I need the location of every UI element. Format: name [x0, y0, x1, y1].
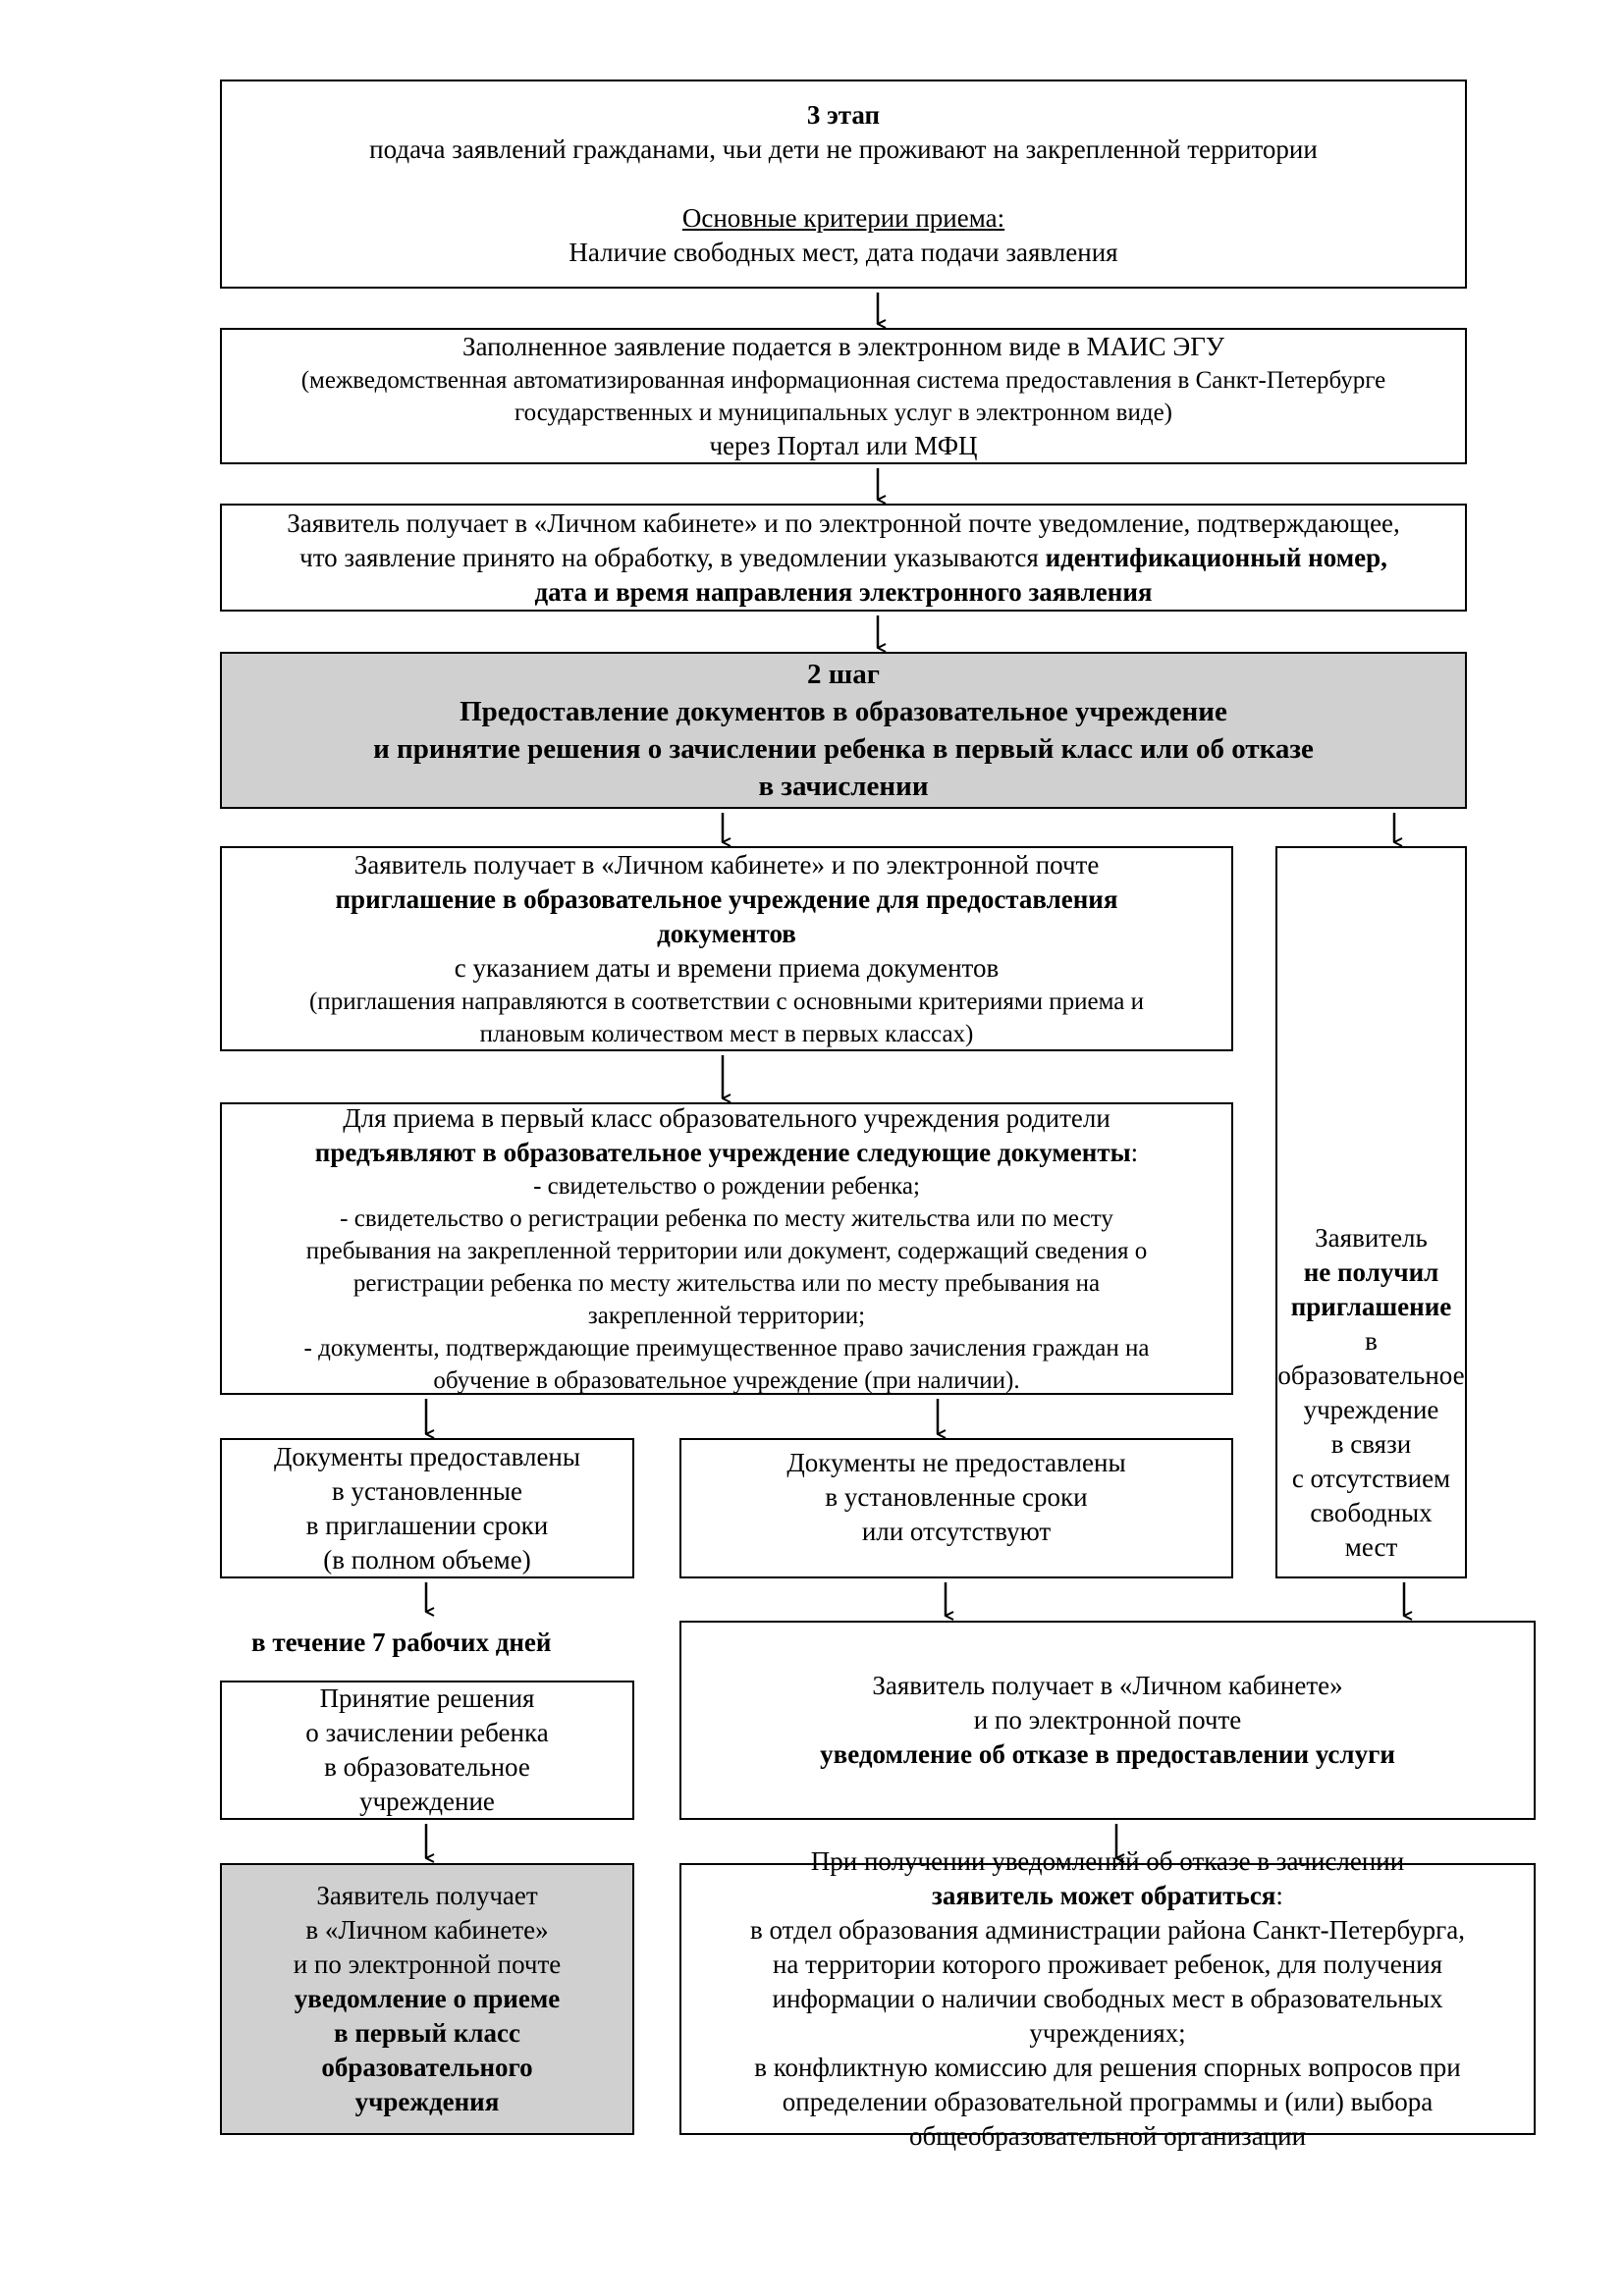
decision-line-3: в образовательное — [324, 1752, 530, 1782]
refusal-line-3: уведомление об отказе в предоставлении услуги — [820, 1739, 1395, 1769]
docs-provided-line-3: в приглашении сроки — [305, 1510, 549, 1540]
documents-line-7: закрепленной территории; — [587, 1302, 866, 1329]
invitation-line-5: (приглашения направляются в соответствии с основными критериями приема и — [308, 988, 1145, 1015]
refusal-line-2: и по электронной почте — [973, 1705, 1242, 1735]
decision-line-4: учреждение — [359, 1787, 495, 1816]
invitation-line-2: приглашение в образовательное учреждение для предоставления — [335, 883, 1118, 914]
docs-not-provided-line-3: или отсутствуют — [861, 1517, 1052, 1546]
docs-provided-line-4: (в полном объеме) — [323, 1544, 531, 1575]
no-invitation-line-4: в — [1365, 1326, 1378, 1356]
appeal-line-4: на территории которого проживает ребенок, для получения — [772, 1949, 1443, 1979]
invitation-line-6: плановым количеством мест в первых классах) — [479, 1020, 974, 1047]
decision-line-1: Принятие решения — [319, 1683, 535, 1713]
invitation-line-4: с указанием даты и времени приема документов — [454, 952, 1000, 983]
appeal-line-1: При получении уведомлений об отказе в зачислении — [810, 1846, 1405, 1876]
step2-line-2: и принятие решения о зачислении ребенка в первый класс или об отказе — [373, 733, 1314, 765]
appeal-line-3: в отдел образования администрации района Санкт-Петербурга, — [750, 1915, 1465, 1945]
no-invitation-line-2: не получил — [1303, 1257, 1439, 1287]
appeal-line-2-tail: : — [1275, 1881, 1283, 1910]
docs-not-provided-line-2: в установленные сроки — [825, 1482, 1088, 1512]
no-invitation-line-1: Заявитель — [1315, 1223, 1428, 1253]
notification-line-2-plain: что заявление принято на обработку, в уведомлении указываются — [299, 542, 1046, 572]
docs-provided-line-1: Документы предоставлены — [273, 1441, 581, 1471]
step2-line-3: в зачислении — [758, 771, 929, 802]
no-invitation-line-7: в связи — [1330, 1429, 1412, 1459]
accepted-line-6: образовательного — [321, 2053, 533, 2082]
accepted-line-3: и по электронной почте — [293, 1949, 562, 1979]
documents-line-8: - документы, подтверждающие преимущественное право зачисления граждан на — [303, 1334, 1150, 1362]
submission-line-4: через Портал или МФЦ — [709, 430, 978, 460]
criteria-value: Наличие свободных мест, дата подачи заявления — [568, 238, 1118, 267]
accepted-line-4: уведомление о приеме — [294, 1984, 561, 2013]
notification-line-2-bold: идентификационный номер, — [1045, 542, 1387, 572]
documents-line-1: Для приема в первый класс образовательного учреждения родители — [343, 1102, 1110, 1133]
submission-line-2: (межведомственная автоматизированная информационная система предоставления в Санкт-Петербурге — [300, 366, 1386, 394]
stage3-subtitle: подача заявлений гражданами, чьи дети не проживают на закрепленной территории — [369, 134, 1318, 164]
docs-not-provided-line-1: Документы не предоставлены — [786, 1448, 1126, 1477]
appeal-line-2-bold: заявитель может обратиться — [932, 1881, 1276, 1910]
accepted-line-5: в первый класс — [333, 2018, 521, 2048]
appeal-line-7: в конфликтную комиссию для решения спорных вопросов при — [754, 2053, 1461, 2082]
step2-title: 2 шаг — [807, 659, 880, 690]
decision-line-2: о зачислении ребенка — [305, 1718, 549, 1747]
appeal-line-6: учреждениях; — [1029, 2018, 1186, 2048]
no-invitation-line-6: учреждение — [1303, 1395, 1439, 1424]
appeal-line-8: определении образовательной программы и (или) выбора — [782, 2087, 1434, 2116]
documents-line-5: пребывания на закрепленной территории или документ, содержащий сведения о — [305, 1237, 1148, 1264]
documents-line-2-bold: предъявляют в образовательное учреждение следующие документы — [314, 1137, 1131, 1167]
no-invitation-line-8: с отсутствием — [1291, 1464, 1451, 1493]
notification-line-1: Заявитель получает в «Личном кабинете» и по электронной почте уведомление, подтверждающее, — [287, 507, 1400, 538]
accepted-line-7: учреждения — [354, 2087, 500, 2116]
documents-line-3: - свидетельство о рождении ребенка; — [533, 1172, 920, 1200]
accepted-line-1: Заявитель получает — [316, 1881, 538, 1910]
stage3-title: 3 этап — [806, 100, 881, 130]
timing-label: в течение 7 рабочих дней — [251, 1628, 552, 1657]
documents-line-9: обучение в образовательное учреждение (при наличии). — [433, 1366, 1020, 1394]
submission-line-3: государственных и муниципальных услуг в электронном виде) — [514, 399, 1172, 426]
no-invitation-line-5: образовательное — [1277, 1361, 1465, 1390]
submission-line-1: Заполненное заявление подается в электронном виде в МАИС ЭГУ — [462, 331, 1224, 361]
invitation-line-3: документов — [657, 918, 796, 948]
invitation-line-1: Заявитель получает в «Личном кабинете» и по электронной почте — [353, 849, 1100, 880]
refusal-line-1: Заявитель получает в «Личном кабинете» — [872, 1671, 1343, 1700]
step2-line-1: Предоставление документов в образовательное учреждение — [460, 696, 1227, 727]
documents-line-2-tail: : — [1130, 1137, 1139, 1167]
no-invitation-line-9: свободных мест — [1310, 1498, 1433, 1562]
documents-line-4: - свидетельство о регистрации ребенка по месту жительства или по месту — [340, 1204, 1113, 1232]
documents-line-6: регистрации ребенка по месту жительства или по месту пребывания на — [352, 1269, 1101, 1297]
criteria-label: Основные критерии приема: — [681, 203, 1005, 233]
appeal-line-9: общеобразовательной организации — [908, 2121, 1307, 2151]
notification-line-3: дата и время направления электронного заявления — [534, 576, 1153, 607]
no-invitation-line-3: приглашение — [1290, 1292, 1452, 1321]
appeal-line-5: информации о наличии свободных мест в образовательных — [772, 1984, 1443, 2013]
accepted-line-2: в «Личном кабинете» — [305, 1915, 549, 1945]
docs-provided-line-2: в установленные — [332, 1475, 522, 1506]
